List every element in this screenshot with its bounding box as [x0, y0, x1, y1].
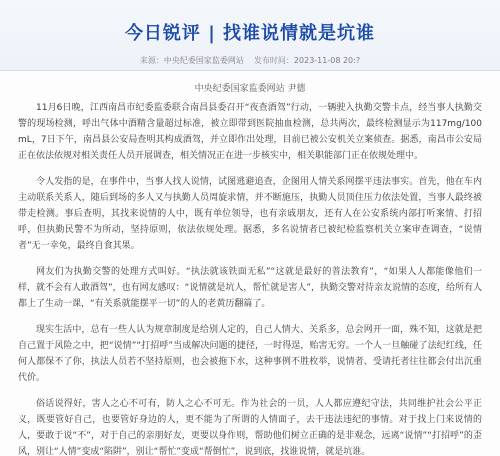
page-title: 今日锐评 | 找谁说情就是坑谁	[124, 22, 376, 44]
source-info	[140, 55, 244, 66]
source-value: 中央纪委国家监委网站	[163, 55, 244, 65]
article-meta	[140, 55, 360, 66]
time-value: 2023-11-08 20:?	[293, 55, 361, 65]
article-header	[0, 0, 500, 71]
publish-time	[254, 55, 360, 66]
paragraph: 11月6日晚，江西南昌市纪委监委联合南昌县委召开“夜查酒驾”行动，一辆驶入执勤交警卡点，经当事人执勤交警的现场检测，呼出气体中酒精含量超过标准，被立即带到医院抽血检测，总共两次，最终检测显示为117mg/100mL，7日下午，南昌县公安局查明其构成酒驾，并立即作出处理，目前已被公安机关立案侦查。据悉，南昌市公安局正在依法依规对相关责任人员开展调查，相关情况正在进一步核实中，相关职能部门正在依规处理中。	[18, 103, 482, 161]
source-label: 来源：	[139, 55, 164, 65]
author-line: 中央纪委国家监委网站 尹德	[194, 84, 306, 94]
paragraph: 现实生活中，总有一些人认为规章制度是给别人定的，自己人情大、关系多，总会网开一面，殊不知，这就是把自己置于风险之中，把“说情”“打招呼”当成解决问题的捷径，一时得逞，贻害无穷。一个人一旦触碰了法纪红线，任何人都保不了你，执法人员若不坚持原则，也会被拖下水，这种事例不胜枚举，说情者、受请托者往往都会付出沉重代价。	[18, 325, 482, 383]
paragraph: 网友们为执勤交警的处理方式叫好。“执法就该铁面无私”“这就是最好的普法教育”，“如果人人都能像他们一样，就不会有人敢酒驾”，也有网友感叹：“说情就是坑人，帮忙就是害人”，执勤交警对待亲友说情的态度，给所有人都上了生动一课，“有关系就能摆平一切”的人的老黄历翻篇了。	[18, 267, 482, 309]
time-label: 发布时间：	[253, 55, 294, 65]
paragraph: 令人发指的是，在事件中，当事人找人说情，试图逃避追查，企图用人情关系网摆平违法事实。首先，他在车内主动联系关系人，随后到场的多人又与执勤人员周旋求情，并不断施压，执勤人员顶住压力依法处置，当事人最终被带走检测。事后查明，其找来说情的人中，既有单位领导，也有亲戚朋友，还有人在公安系统内部打听案情、打招呼，但执勤民警不为所动，坚持原则，依法依规处理。据悉，多名说情者已被纪检监察机关立案审查调查，“说情者”无一幸免，最终自食其果。	[18, 177, 482, 251]
article-body	[18, 100, 482, 456]
paragraph: 俗话说得好，害人之心不可有，防人之心不可无。作为社会的一员，人人都应遵纪守法，共同维护社会公平正义，既要管好自己，也要管好身边的人，更不能为了所谓的人情面子，去干违法违纪的事情。对于找上门来说情的人，要敢于说“不”，对于自己的亲朋好友，更要以身作则，帮助他们树立正确的是非观念，远离“说情”“打招呼”的歪风，别让“人情”变成“陷阱”，别让“帮忙”变成“帮倒忙”，说到底，找谁说情，就是坑谁。	[18, 399, 482, 456]
